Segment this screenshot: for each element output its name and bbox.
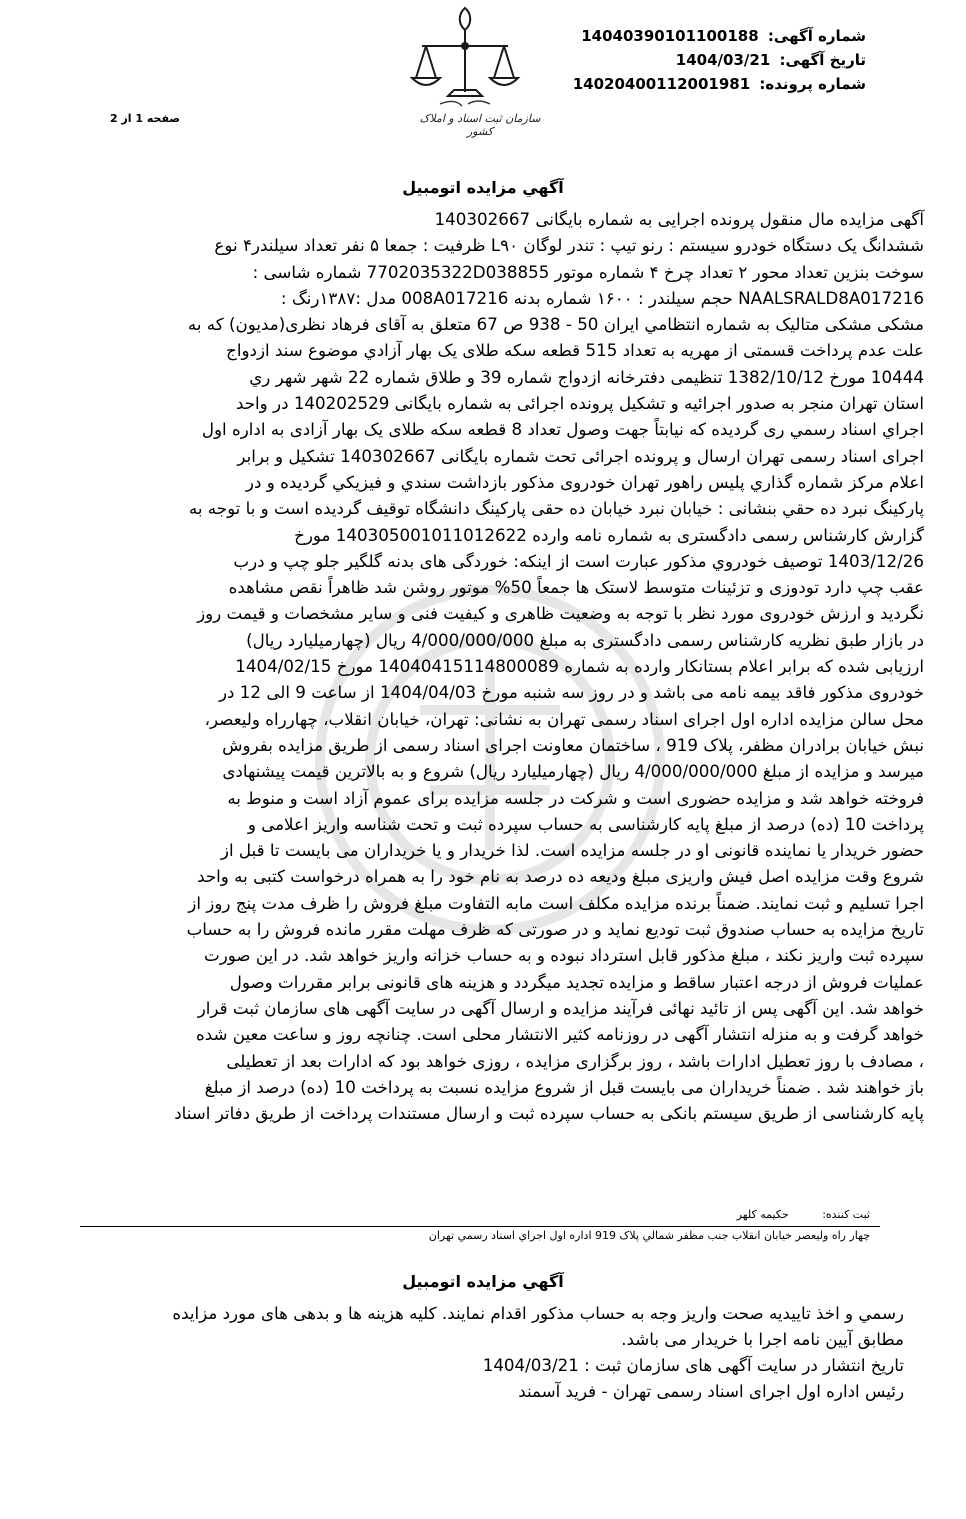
body-line: پایه کارشناسی از طریق سیستم بانکی به حساب سپرده ثبت و ارسال مستندات پرداخت از طریق دفاتر اسناد [174, 1103, 924, 1124]
body-line: مطابق آیین نامه اجرا با خریدار می باشد. [621, 1329, 904, 1349]
body-line: باز خواهند شد . ضمناً خریداران می بایست قبل از شروع مزایده نسبت به پرداخت 10 (ده) درصد از مبلغ [204, 1076, 924, 1097]
body-line: استان تهران منجر به صدور اجرائیه و تشکیل پرونده اجرائی به شماره بایگانی 140202529 در واحد [235, 393, 924, 414]
body-line: رسمي و اخذ تاییدیه صحت واریز وجه به حساب مذکور اقدام نمایند. کلیه هزینه ها و بدهی های مورد مزایده [172, 1303, 904, 1323]
body-line: عقب چپ دارد تودوزی و تزئینات متوسط لاستک ها جمعاً 50% موتور روشن شد ظاهراً نقص مشاهده [228, 577, 924, 598]
page2-title: آگهي مزايده اتومبيل [402, 1272, 564, 1291]
office-address: چهار راه ولیعصر خیابان انقلاب جنب مظفر شمالي پلاک 919 اداره اول اجراي اسناد رسمي تهران [428, 1229, 870, 1242]
ad-date-label: تاریخ آگهی: [779, 51, 866, 69]
body-line: اجراي اسناد رسمي ری گردیده که نیابتاً جهت وصول تعداد 8 قطعه سکه طلای یک بهار آزادی به اداره اول [201, 419, 924, 440]
body-line: نگردید و ارزش خودروی مورد نظر با توجه به وضعیت ظاهری و کیفیت فنی و سایر مشخصات و قیمت روز [197, 603, 924, 624]
body-line: خواهد گرفت و به منزله انتشار آگهی در روزنامه کثير الانتشار محلی است. چنانچه روز و ساعت معین شده [196, 1024, 924, 1045]
body-line: ششدانگ یک دستگاه خودرو سیستم : رنو تیپ : تندر لوگان L۹۰ ظرفیت : جمعا ۵ نفر تعداد سیلندر۴ نوع [214, 235, 924, 256]
ad-number-row [506, 24, 866, 48]
page1-title: آگهي مزايده اتومبيل [402, 178, 564, 197]
ad-number-label: شماره آگهی: [767, 27, 866, 45]
footer-divider [80, 1226, 880, 1227]
body-line: سپرده ثبت واریز نکند ، مبلغ مذکور قابل استرداد نبوده و به حساب خزانه واریز خواهد شد. در این صورت [204, 945, 924, 966]
body-line: علت عدم پرداخت قسمتی از مهریه به تعداد 515 قطعه سکه طلای یک بهار آزادي موضوع سند ازدواج [226, 340, 924, 361]
body-line: ، مصادف با روز تعطیل ادارات باشد ، روز برگزاری مزایده ، روزی خواهد بود که ادارات بعد از تعطیلی [226, 1050, 924, 1071]
body-line: سوخت بنزین تعداد محور ۲ تعداد چرخ ۴ شماره موتور 7702035322D038855 شماره شاسی : [252, 261, 924, 282]
body-line: اعلام مرکز شماره گذاري پلیس راهور تهران خودروی مذکور بازداشت سندي و فيزيکي گردیده و در [245, 471, 924, 492]
signatory-line: رئیس اداره اول اجرای اسناد رسمی تهران - فرید آسمند [518, 1381, 904, 1401]
body-line: خواهد شد. این آگهی پس از تائید نهائی فرآیند مزایده و ارسال آگهی در سایت آگهی های سازمان ثبت قرار [197, 997, 924, 1018]
page1-body [20, 206, 924, 1126]
body-line: عملیات فروش از درجه اعتبار ساقط و مزایده تجدید میگردد و هزینه های قانونی برابر مقررات وصول [229, 971, 924, 992]
body-line: اجرا تسلیم و ثبت نمایند. ضمناً برنده مزایده مکلف است مابه التفاوت مبلغ فروش را ظرف مدت پنج روز از [188, 892, 924, 913]
body-line: مشکی مشکی متالیک به شماره انتظامي ایران 50 - 938 ص 67 متعلق به آقای فرهاد نظری(مدیون) که به [187, 314, 924, 335]
body-line: شروع وقت مزایده اصل فیش واریزی مبلغ ودیعه ده درصد به نام خود را به همراه درخواست کتبی به واحد [197, 866, 924, 887]
registrar-label: ثبت کننده: [822, 1208, 870, 1221]
body-line: محل سالن مزایده اداره اول اجرای اسناد رسمی تهران به نشانی: تهران، خیابان انقلاب، چهارراه ولیعصر، [204, 708, 924, 729]
body-line: پارکینگ نبرد ده حقي بنشانی : خیابان نبرد خیابان ده حقی پارکینگ دانشگاه توقیف گردیده است و با توجه به [188, 498, 924, 519]
body-line: 1403/12/26 توصیف خودروي مذکور عبارت است از اینکه: خوردگی های بدنه گلگیر جلو چپ و درب [233, 550, 924, 571]
publish-date-line: تاریخ انتشار در سایت آگهی های سازمان ثبت : 1404/03/21 [482, 1355, 904, 1375]
ad-number-value: 14040390101100188 [581, 27, 759, 45]
body-line: آگهی مزایده مال منقول پرونده اجرایی به شماره بایگانی 140302667 [434, 209, 924, 229]
body-line: نبش خیابان برادران مظفر، پلاک 919 ، ساختمان معاونت اجرای اسناد رسمی از طریق مزایده بفروش [222, 734, 924, 755]
ad-meta-block [506, 24, 866, 96]
body-line: NAALSRALD8A017216 حجم سیلندر : ۱۶۰۰ شماره بدنه 008A017216 مدل :۱۳۸۷رنگ : [280, 287, 924, 308]
body-line: ارزیابی شده که برابر اعلام بستانکار وارده به شماره 14040415114800089 مورخ 1404/02/15 [235, 656, 924, 677]
case-number-value: 14020400112001981 [572, 75, 751, 93]
body-line: خودروی مذکور فاقد بیمه نامه می باشد و در روز سه شنبه مورخ 1404/04/03 از ساعت 9 الی 12 در [219, 682, 924, 703]
ad-date-row [506, 48, 866, 72]
body-line: اجرای اسناد رسمی تهران ارسال و پرونده اجرائی تحت شماره بایگانی 140302667 تشکیل و برابر [237, 445, 924, 466]
ad-date-value: 1404/03/21 [675, 51, 771, 69]
page2-body [24, 1300, 904, 1404]
body-line: در بازار طبق نظریه کارشناس رسمی دادگستری به مبلغ 4/000/000/000 ریال (چهارمیلیارد ریال) [246, 629, 924, 650]
body-line: فروخته خواهد شد و مزایده حضوری است و شرکت در جلسه مزایده برای عموم آزاد است و منوط به [227, 787, 924, 808]
emblem-caption: سازمان ثبت اسناد و املاک کشور [419, 112, 541, 138]
body-line: 10444 مورخ 1382/10/12 تنظیمی دفترخانه ازدواج شماره 39 و طلاق شماره 22 شهر شهر ري [249, 366, 924, 387]
case-number-label: شماره پرونده: [759, 75, 866, 93]
body-line: گزارش کارشناس رسمی دادگستری به شماره نامه وارده 140305001011012622 مورخ [294, 524, 924, 545]
page-number: صفحه 1 از 2 [109, 112, 180, 125]
body-line: حضور خریدار یا نماینده قانونی او در جلسه مزایده است. لذا خریدار و یا خریداران می بایست تا قبل از [220, 840, 924, 861]
body-line: تاریخ مزایده به حساب صندوق ثبت تودیع نماید و در صورتی که ظرف مهلت مقرر مانده فروش را به حساب [186, 919, 924, 940]
registrar [737, 1208, 870, 1221]
body-line: میرسد و مزایده از مبلغ 4/000/000/000 ریال (چهارمیلیارد ریال) شروع و به بالاترین قیمت پیشنهادی [222, 761, 924, 782]
registrar-name: حکیمه کلهر [736, 1208, 789, 1221]
body-line: پرداخت 10 (ده) درصد از مبلغ پایه کارشناسی به حساب سپرده ثبت و تحت شناسه واریز اعلامی و [247, 813, 924, 834]
case-number-row [506, 72, 866, 96]
